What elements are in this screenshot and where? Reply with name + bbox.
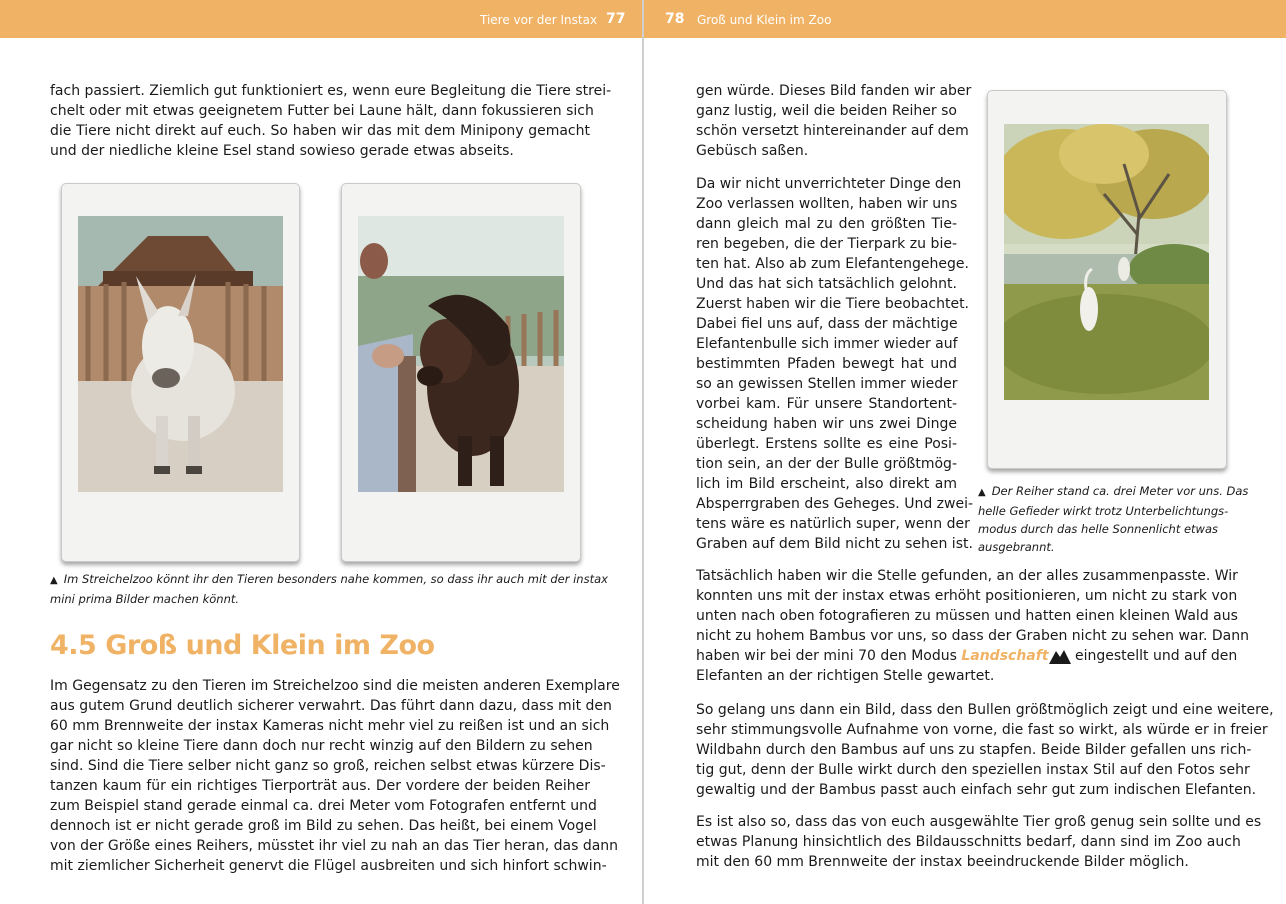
paragraph: So gelang uns dann ein Bild, dass den Bullen größtmöglich zeigt und eine weitere, sehr stimmungsvolle Aufnahme von vorne, die fast so wirkt, als würde er in freier Wildbahn durch den Bambus auf uns zu stapfen. Beide Bilder gefallen uns rich- tig gut, denn der Bulle wirkt durch den speziellen instax Stil auf den Fotos sehr gewaltig und der Bambus passt auch einfach sehr gut zum indischen Elefanten. (696, 702, 1274, 798)
paragraph: Im Gegensatz zu den Tieren im Streichelzoo sind die meisten anderen Exemplare aus gutem Grund deutlich sicherer verwahrt. Das führt dann dazu, dass mit den 60 mm Brennweite der instax Kameras nicht mehr viel zu reißen ist und an sich gar nicht so kleine Tiere dann doch nur recht winzig auf den Bildern zu sehen sind. Sind die Tiere selber nicht ganz so groß, reichen selbst etwas kürzere Dis- tanzen kaum für ein richtiges Tierporträt aus. Der vordere der beiden Reiher zum Beispiel stand gerade einmal ca. drei Meter vom Fotografen entfernt und dennoch ist er nicht gerade groß im Bild zu sehen. Das heißt, bei einem Vogel von der Größe eines Reihers, müsstet ihr viel zu nah an das Tier heran, das dann mit ziemlicher Sicherheit genervt die Flügel ausbreiten und sich hinfort schwin- (50, 678, 620, 874)
header-bar-right (644, 0, 1286, 38)
donkey-photo (78, 216, 283, 492)
paragraph: fach passiert. Ziemlich gut funktioniert es, wenn eure Begleitung die Tiere strei- chelt oder mit etwas geeignetem Futter bei Laune hält, dann fokussieren sich die Tiere nicht direkt auf euch. So haben wir das mit dem Minipony gemacht und der niedliche kleine Esel stand sowieso gerade etwas abseits. (50, 83, 612, 159)
figure-caption: ▲ Der Reiher stand ca. drei Meter vor uns. Das helle Gefieder wirkt trotz Unterbelichtungs- modus durch das helle Sonnenlicht etwas ausgebrannt. (978, 484, 1249, 554)
left-page (0, 0, 642, 904)
figure-caption: ▲ Im Streichelzoo könnt ihr den Tieren besonders nahe kommen, so dass ihr auch mit der instax mini prima Bilder machen könnt. (50, 572, 608, 606)
paragraph: Da wir nicht unverrichteter Dinge den Zoo verlassen wollten, haben wir uns dann gleich mal zu den größten Tie- ren begeben, die der Tierpark zu bie- ten hat. Also ab zum Elefantengehege. Und das hat sich tatsächlich gelohnt. Zuerst haben wir die Tiere beobachtet. Dabei fiel uns auf, dass der mächtige Elefantenbulle sich immer wieder auf bestimmten Pfaden bewegt hat und so an gewissen Stellen immer wieder vorbei kam. Für unsere Standortent- scheidung haben wir uns zwei Dinge überlegt. Erstens sollte es eine Posi- tion sein, an der der Bulle größtmög- lich im Bild erscheint, also direkt am Absperrgraben des Geheges. Und zwei- tens wäre es natürlich super, wenn der Graben auf dem Bild nicht zu sehen ist. (696, 176, 974, 552)
section-heading: 4.5 Groß und Klein im Zoo (50, 630, 435, 661)
triangle-icon: ▲ (978, 487, 986, 498)
pony-illustration (358, 216, 564, 492)
landscape-mode-icon (1049, 648, 1071, 664)
heron-photo (1004, 124, 1209, 400)
page-number-right: 78 (665, 11, 685, 27)
paragraph: Es ist also so, dass das von euch ausgewählte Tier groß genug sein sollte und es etwas Planung hinsichtlich des Bildausschnitts bedarf, dann sind im Zoo auch mit den 60 mm Brennweite der instax beeindruckende Bilder möglich. (696, 814, 1262, 870)
running-header-right: Groß und Klein im Zoo (697, 13, 832, 27)
triangle-icon: ▲ (50, 575, 58, 586)
paragraph: gen würde. Dieses Bild fanden wir aber ganz lustig, weil die beiden Reiher so schön versetzt hintereinander auf dem Gebüsch saßen. (696, 83, 972, 159)
header-bar-left (0, 0, 642, 38)
pony-photo (358, 216, 564, 492)
donkey-illustration (78, 216, 283, 492)
page-number-left: 77 (606, 11, 626, 27)
paragraph: Tatsächlich haben wir die Stelle gefunden, an der alles zusammenpasste. Wir konnten uns mit der instax etwas erhöht positionieren, um nicht zu stark von unten nach oben fotografieren zu müssen und hatten einen kleinen Wald aus nicht zu hohem Bambus vor uns, so dass der Graben nicht zu sehen war. Dann haben wir bei der mini 70 den Modus Landschaft eingestellt und auf den Elefanten an der richtigen Stelle gewartet. (696, 568, 1249, 684)
heron-illustration (1004, 124, 1209, 400)
right-page (644, 0, 1286, 904)
pony-polaroid (341, 183, 581, 562)
donkey-polaroid (61, 183, 300, 562)
heron-polaroid (987, 90, 1227, 469)
running-header-left: Tiere vor der Instax (480, 13, 598, 27)
mode-name: Landschaft (961, 648, 1049, 664)
